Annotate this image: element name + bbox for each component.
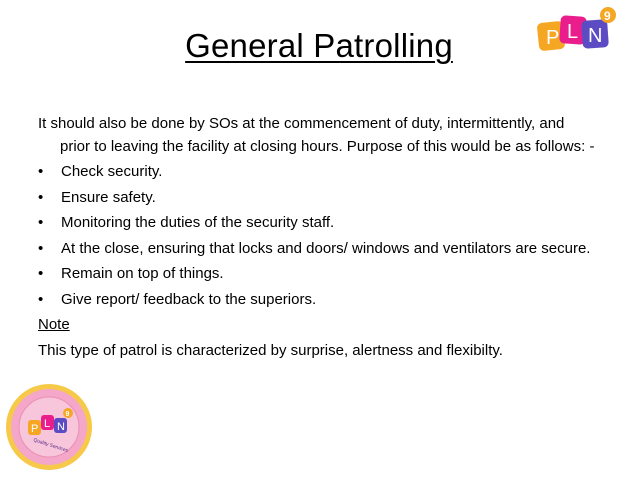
seal-caption: Quality Services	[32, 437, 69, 455]
bullet-icon: •	[38, 214, 44, 231]
note-text: This type of patrol is characterized by surprise, alertness and flexibilty.	[38, 341, 503, 359]
list-item: • Remain on top of things.	[38, 263, 598, 286]
seal-digit-9: 9	[65, 411, 70, 418]
logo-letter-l: L	[567, 21, 579, 43]
logo-letter-n: N	[588, 25, 603, 47]
seal-letter-n: N	[57, 421, 65, 433]
list-item: • Give report/ feedback to the superiors.	[38, 289, 598, 312]
list-item: • At the close, ensuring that locks and doors/ windows and ventilators are secure.	[38, 238, 598, 261]
logo-letter-p: P	[546, 27, 560, 49]
intro-paragraph: It should also be done by SOs at the commencement of duty, intermittently, and prior to leaving the facility at closing hours. Purpose of this would be as follows: -	[38, 115, 595, 155]
logo-digit-9: 9	[604, 9, 611, 23]
slide-body	[38, 113, 598, 362]
list-item: • Monitoring the duties of the security staff.	[38, 212, 598, 235]
bullet-icon: •	[38, 239, 44, 257]
bullet-list	[38, 161, 598, 311]
bullet-icon: •	[38, 163, 44, 180]
list-item: • Ensure safety.	[38, 187, 598, 210]
bullet-icon: •	[38, 265, 44, 282]
list-item: • Check security.	[38, 161, 598, 184]
pln9-logo	[536, 6, 620, 56]
bullet-icon: •	[38, 290, 44, 308]
bullet-icon: •	[38, 188, 44, 206]
note-heading: Note	[38, 316, 70, 333]
pln9-seal-logo	[4, 382, 94, 472]
page-title: General Patrolling	[185, 27, 453, 64]
seal-letter-p: P	[31, 423, 39, 435]
seal-letter-l: L	[44, 418, 51, 430]
